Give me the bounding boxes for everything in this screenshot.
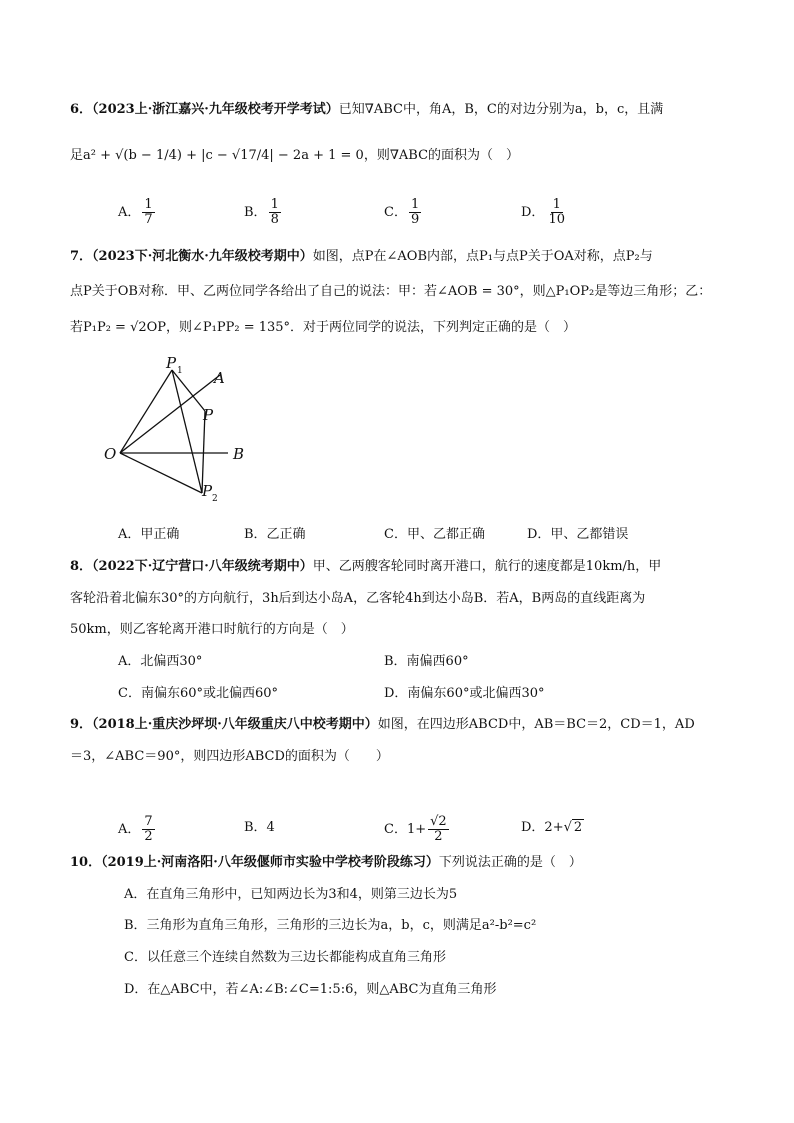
q9-option-d-label: D．2+ <box>521 820 564 835</box>
fraction-denominator: 7 <box>144 212 153 227</box>
q9-number: 9． <box>70 717 93 732</box>
q8-option-c[interactable]: C．南偏东60°或北偏西60° <box>118 686 279 701</box>
q8-line2 <box>70 589 645 609</box>
q6-number: 6． <box>70 102 93 117</box>
q6-option-a-label: A． <box>118 205 141 220</box>
segment-o-p2 <box>120 453 202 493</box>
q9-option-b[interactable]: B．4 <box>244 820 275 835</box>
q6-option-c[interactable] <box>384 198 423 227</box>
q8-line3 <box>70 620 354 640</box>
q6-stem-2: 足a² + √(b − 1/4) + |c − √17/4| − 2a + 1 = 0，则∇ABC的面积为（ ） <box>70 148 520 163</box>
fraction-denominator: 2 <box>144 829 153 844</box>
q7-option-a[interactable]: A．甲正确 <box>118 527 180 542</box>
q6-option-b-label: B． <box>244 205 267 220</box>
q9-stem-2: ＝3，∠ABC＝90°，则四边形ABCD的面积为（ ） <box>70 749 389 764</box>
q8-option-d[interactable]: D．南偏东60°或北偏西30° <box>384 686 545 701</box>
q6-option-c-label: C． <box>384 205 407 220</box>
q9-option-d[interactable] <box>521 818 584 838</box>
q7-option-b[interactable]: B．乙正确 <box>244 527 306 542</box>
q9-line2 <box>70 747 389 767</box>
q9-option-c-label: C．1+ <box>384 822 427 837</box>
q7-line2 <box>70 282 711 302</box>
q6-line1 <box>70 100 663 120</box>
q10-option-b[interactable]: B．三角形为直角三角形，三角形的三边长为a，b，c，则满足a²-b²=c² <box>124 918 537 933</box>
q8-number: 8． <box>70 559 93 574</box>
q10-option-d[interactable]: D．在△ABC中，若∠A:∠B:∠C=1:5:6，则△ABC为直角三角形 <box>124 982 497 997</box>
q7-stem-2: 点P关于OB对称．甲、乙两位同学各给出了自己的说法：甲：若∠AOB = 30°，则△P₁OP₂是等边三角形；乙： <box>70 284 712 299</box>
q8-line1 <box>70 557 661 577</box>
fraction-numerator: 1 <box>144 197 153 212</box>
q7-line3 <box>70 318 576 338</box>
q10-option-a[interactable]: A．在直角三角形中，已知两边长为3和4，则第三边长为5 <box>124 887 458 902</box>
q7-number: 7． <box>70 249 93 264</box>
fraction-numerator: 1 <box>270 197 279 212</box>
q8-stem-2: 客轮沿着北偏东30°的方向航行，3h后到达小岛A，乙客轮4h到达小岛B．若A，B两岛的直线距离为 <box>70 591 646 606</box>
q6-option-d[interactable] <box>521 198 569 227</box>
q6-stem-1: 已知∇ABC中，角A，B，C的对边分别为a，b，c，且满 <box>338 102 664 117</box>
q7-source: （2023下·河北衡水·九年级校考期中） <box>92 249 313 264</box>
q8-option-b[interactable]: B．南偏西60° <box>384 654 469 669</box>
q6-source: （2023上·浙江嘉兴·九年级校考开学考试） <box>92 102 339 117</box>
fraction-denominator: 10 <box>548 212 565 227</box>
q9-stem-1: 如图，在四边形ABCD中，AB＝BC＝2，CD＝1，AD <box>377 717 695 732</box>
q8-stem-3: 50km，则乙客轮离开港口时航行的方向是（ ） <box>70 622 354 637</box>
q9-source: （2018上·重庆沙坪坝·八年级重庆八中校考期中） <box>92 717 378 732</box>
q10-source: （2019上·河南洛阳·八年级偃师市实验中学校考阶段练习） <box>101 855 439 870</box>
segment-o-p1 <box>120 370 172 453</box>
q7-line1 <box>70 247 653 267</box>
q8-source: （2022下·辽宁营口·八年级统考期中） <box>92 559 313 574</box>
fraction-numerator: √2 <box>430 814 447 829</box>
label-b: B <box>233 445 245 463</box>
q6-option-d-fraction <box>546 198 567 227</box>
label-p1-subscript: 1 <box>177 366 183 376</box>
q9-option-a-fraction <box>142 815 154 844</box>
q9-line1 <box>70 715 695 735</box>
fraction-numerator: 7 <box>144 814 153 829</box>
label-p1: P <box>166 354 177 372</box>
q10-option-c[interactable]: C．以任意三个连续自然数为三边长都能构成直角三角形 <box>124 950 446 965</box>
q6-option-a-fraction <box>142 198 154 227</box>
q10-number: 10． <box>70 855 102 870</box>
q6-option-a[interactable] <box>118 198 157 227</box>
q8-stem-1: 甲、乙两艘客轮同时离开港口，航行的速度都是10km/h，甲 <box>312 559 662 574</box>
q9-option-c[interactable] <box>384 815 451 844</box>
q6-option-b[interactable] <box>244 198 283 227</box>
label-p2: P <box>202 482 213 500</box>
fraction-denominator: 9 <box>410 212 420 227</box>
q9-option-c-fraction <box>428 815 449 844</box>
q9-option-a-label: A． <box>118 822 141 837</box>
q7-stem-1: 如图，点P在∠AOB内部，点P₁与点P关于OA对称，点P₂与 <box>312 249 653 264</box>
q7-geometry-diagram <box>100 352 280 512</box>
q6-option-b-fraction <box>269 198 281 227</box>
label-o: O <box>104 445 117 463</box>
label-p: P <box>203 406 214 424</box>
q8-option-a[interactable]: A．北偏西30° <box>118 654 203 669</box>
q6-option-c-fraction <box>409 198 421 227</box>
q10-stem: 下列说法正确的是（ ） <box>438 855 582 870</box>
fraction-numerator: 1 <box>410 197 420 212</box>
sqrt-radicand: 2 <box>573 820 583 835</box>
q7-option-d[interactable]: D．甲、乙都错误 <box>527 527 629 542</box>
fraction-numerator: 1 <box>552 197 561 212</box>
fraction-denominator: 8 <box>270 212 279 227</box>
label-p2-subscript: 2 <box>212 494 218 504</box>
q9-option-a[interactable] <box>118 815 157 844</box>
q6-line2 <box>70 146 519 166</box>
label-a: A <box>214 369 225 387</box>
fraction-denominator: 2 <box>434 829 443 844</box>
q10-line1 <box>70 853 582 873</box>
q6-option-d-label: D． <box>521 205 545 220</box>
q7-option-c[interactable]: C．甲、乙都正确 <box>384 527 485 542</box>
sqrt-sign: √ <box>563 820 572 835</box>
q7-stem-3: 若P₁P₂ = √2OP，则∠P₁PP₂ = 135°．对于两位同学的说法，下列判定正确的是（ ） <box>70 320 577 335</box>
